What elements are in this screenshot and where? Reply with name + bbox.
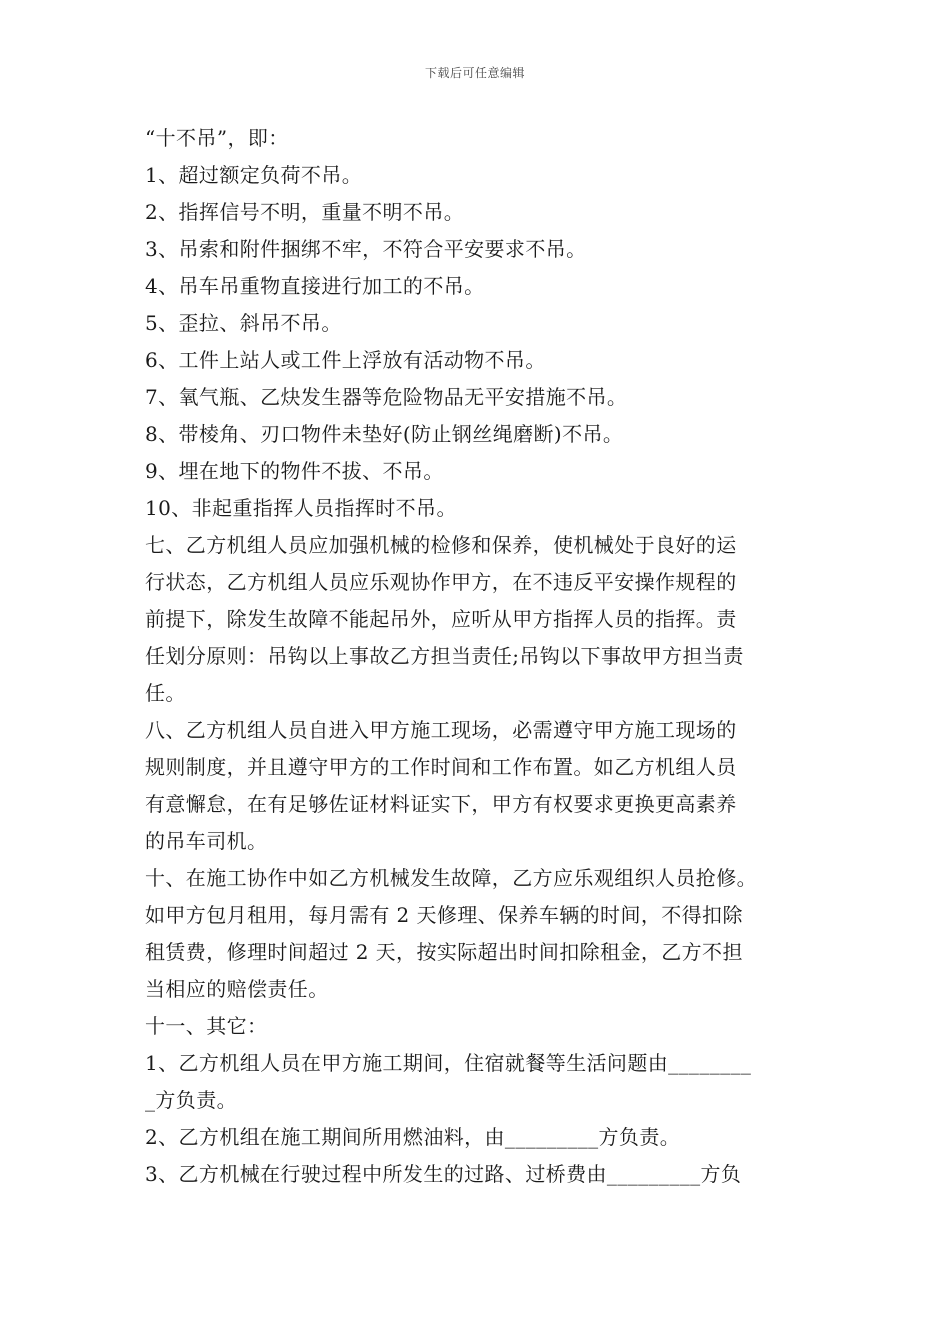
document-body <box>145 120 825 1193</box>
text-line: 3、吊索和附件捆绑不牢，不符合平安要求不吊。 <box>145 237 587 261</box>
text-line: 9、埋在地下的物件不拔、不吊。 <box>145 459 444 483</box>
text-line: 7、氧气瓶、乙炔发生器等危险物品无平安措施不吊。 <box>145 385 628 409</box>
text-line: 规则制度，并且遵守甲方的工作时间和工作布置。如乙方机组人员 <box>145 755 737 779</box>
text-line: 有意懈怠，在有足够佐证材料证实下，甲方有权要求更换更高素养 <box>145 792 737 816</box>
text-line: 5、歪拉、斜吊不吊。 <box>145 311 342 335</box>
text-line: 如甲方包月租用，每月需有 2 天修理、保养车辆的时间，不得扣除 <box>145 903 743 927</box>
text-line: 的吊车司机。 <box>145 829 268 853</box>
text-line: 任划分原则：吊钩以上事故乙方担当责任;吊钩以下事故甲方担当责 <box>145 644 744 668</box>
text-line: 4、吊车吊重物直接进行加工的不吊。 <box>145 274 485 298</box>
text-line: “十不吊”，即： <box>145 126 289 150</box>
text-line: 8、带棱角、刃口物件未垫好(防止钢丝绳磨断)不吊。 <box>145 422 624 446</box>
text-line: 6、工件上站人或工件上浮放有活动物不吊。 <box>145 348 546 372</box>
text-line: 2、乙方机组在施工期间所用燃油料，由_________方负责。 <box>145 1125 681 1149</box>
text-line: 租赁费，修理时间超过 2 天，按实际超出时间扣除租金，乙方不担 <box>145 940 743 964</box>
text-line: 前提下，除发生故障不能起吊外，应听从甲方指挥人员的指挥。责 <box>145 607 737 631</box>
text-line: 3、乙方机械在行驶过程中所发生的过路、过桥费由_________方负 <box>145 1162 742 1186</box>
text-line: 10、非起重指挥人员指挥时不吊。 <box>145 496 457 520</box>
text-line: 八、乙方机组人员自进入甲方施工现场，必需遵守甲方施工现场的 <box>145 718 737 742</box>
text-line: 1、乙方机组人员在甲方施工期间，住宿就餐等生活问题由________ <box>145 1051 752 1075</box>
page-header: 下载后可任意编辑 <box>424 66 525 80</box>
text-line: 1、超过额定负荷不吊。 <box>145 163 363 187</box>
text-line: 七、乙方机组人员应加强机械的检修和保养，使机械处于良好的运 <box>145 533 737 557</box>
text-line: 十一、其它： <box>145 1014 268 1038</box>
text-line: 2、指挥信号不明，重量不明不吊。 <box>145 200 465 224</box>
text-line: 十、在施工协作中如乙方机械发生故障，乙方应乐观组织人员抢修。 <box>145 866 757 890</box>
text-line: _方负责。 <box>145 1088 237 1112</box>
text-line: 任。 <box>145 681 186 705</box>
text-line: 行状态，乙方机组人员应乐观协作甲方，在不违反平安操作规程的 <box>145 570 737 594</box>
text-line: 当相应的赔偿责任。 <box>145 977 329 1001</box>
